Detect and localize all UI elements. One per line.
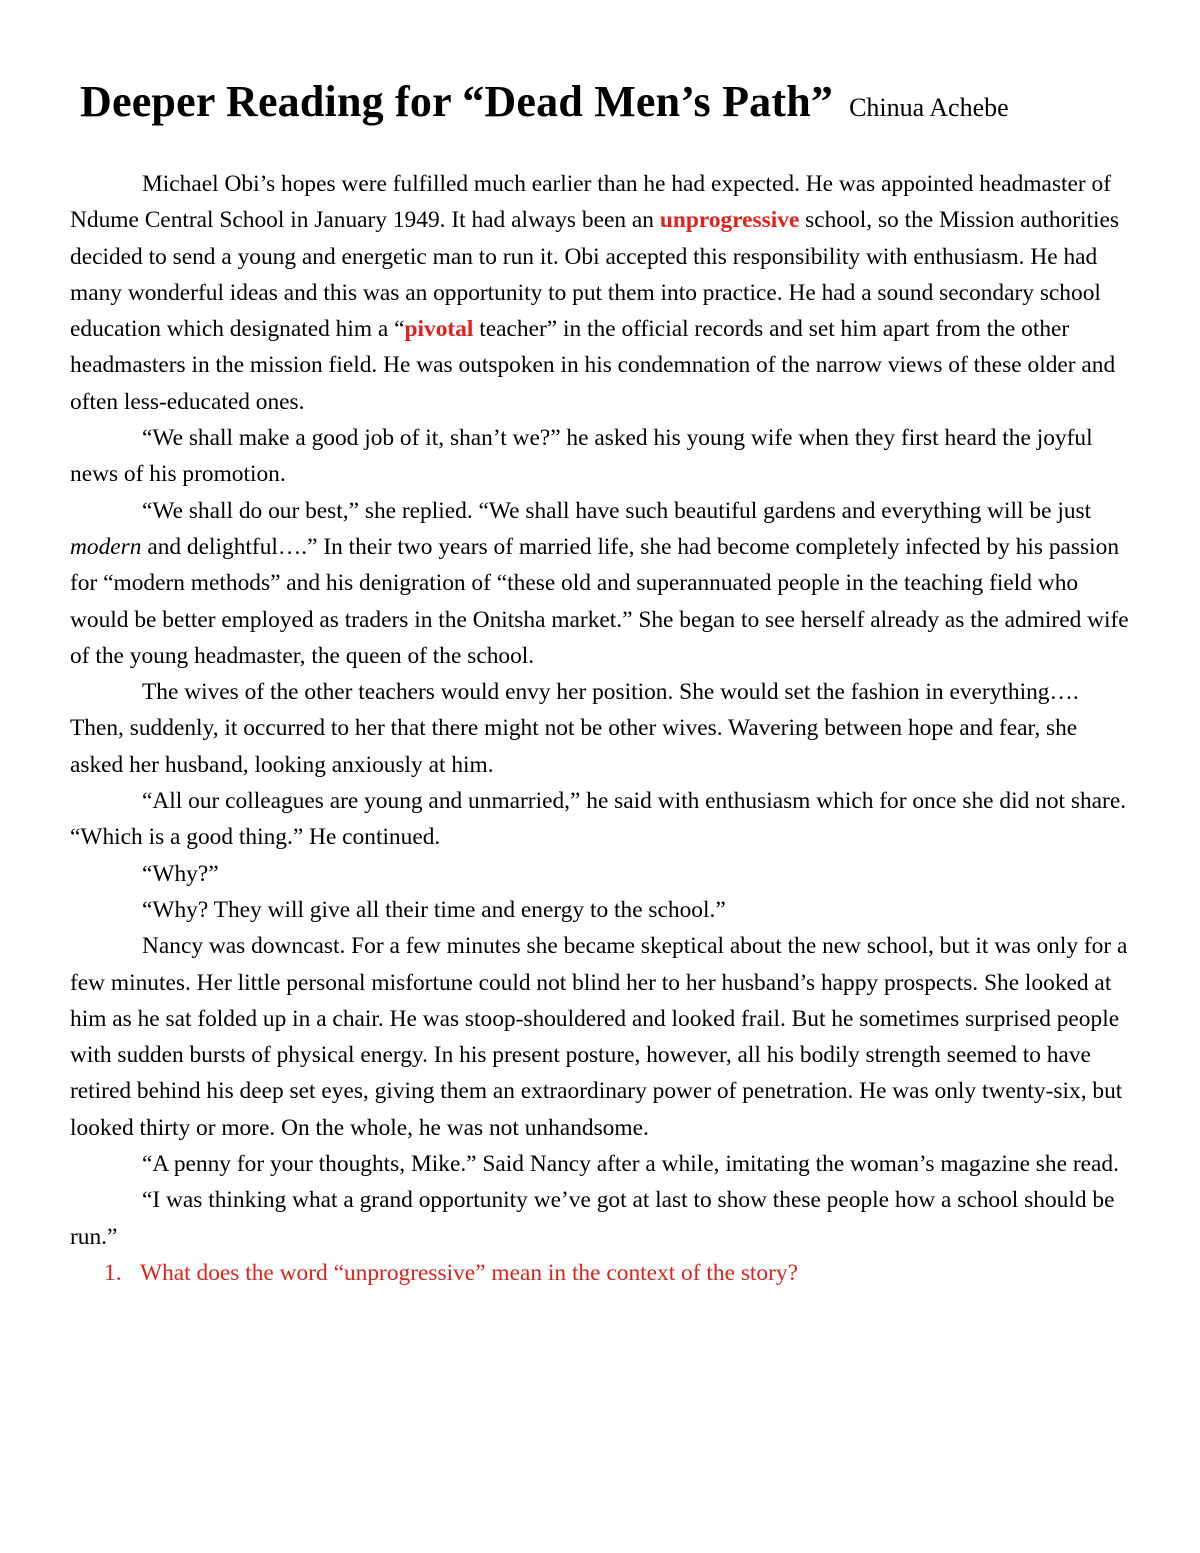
author-name: Chinua Achebe (849, 93, 1009, 122)
question-number: 1. (104, 1259, 122, 1286)
paragraph-text: teacher” in the official records and set him apart from the other headmasters in the mission field. He was outspoken in his condemnation of the narrow views of these older and often less-educated ones. (70, 316, 1116, 415)
story-paragraph-1 (70, 166, 1130, 420)
paragraph-text: and delightful….” In their two years of married life, she had become completely infected by his passion for “modern methods” and his denigration of “these old and superannuated people in the teaching field who would be better employed as traders in the Onitsha market.” She began to see herself already as the admired wife of the young headmaster, the queen of the school. (70, 533, 1129, 669)
italic-word-modern: modern (70, 533, 142, 560)
paragraph-text: Michael Obi’s hopes were fulfilled much earlier than he had expected. He was appointed headmaster of Ndume Central School in January 1949. It had always been an (70, 171, 1112, 234)
story-paragraph-9: “A penny for your thoughts, Mike.” Said Nancy after a while, imitating the woman’s magazine she read. (142, 1151, 1119, 1178)
question-item (70, 1255, 1130, 1291)
story-excerpt (70, 166, 1130, 1291)
story-paragraph-3 (70, 493, 1130, 674)
paragraph-text: school, so the Mission authorities decided to send a young and energetic man to run it. Obi accepted this responsibility with enthusiasm. He had many wonderful ideas and this was an opportunity to put them into practice. He had a sound secondary school education which designated him a “ (70, 207, 1119, 343)
story-paragraph-4: The wives of the other teachers would envy her position. She would set the fashion in everything…. Then, suddenly, it occurred to her that there might not be other wives. Wavering between hope and fear, she asked her husband, looking anxiously at him. (70, 679, 1079, 778)
vocab-word-pivotal: pivotal (404, 316, 474, 343)
story-paragraph-5: “All our colleagues are young and unmarried,” he said with enthusiasm which for once she did not share. “Which is a good thing.” He continued. (70, 788, 1127, 851)
vocab-word-unprogressive: unprogressive (659, 207, 800, 234)
paragraph-text: “We shall do our best,” she replied. “We shall have such beautiful gardens and everything will be just (142, 497, 1092, 524)
question-text: What does the word “unprogressive” mean in the context of the story? (140, 1259, 798, 1286)
story-paragraph-6: “Why?” (142, 860, 219, 887)
document-title: Deeper Reading for “Dead Men’s Path” (80, 77, 834, 126)
story-paragraph-10: “I was thinking what a grand opportunity we’ve got at last to show these people how a school should be run.” (70, 1187, 1115, 1250)
story-paragraph-2: “We shall make a good job of it, shan’t we?” he asked his young wife when they first heard the joyful news of his promotion. (70, 425, 1093, 488)
title-line (80, 76, 1140, 127)
question-list (70, 1255, 1130, 1291)
story-paragraph-8: Nancy was downcast. For a few minutes she became skeptical about the new school, but it was only for a few minutes. Her little personal misfortune could not blind her to her husband’s happy prospects. She looked at him as he sat folded up in a chair. He was stoop-shouldered and looked frail. But he sometimes surprised people with sudden bursts of physical energy. In his present posture, however, all his bodily strength seemed to have retired behind his deep set eyes, giving them an extraordinary power of penetration. He was only twenty-six, but looked thirty or more. On the whole, he was not unhandsome. (70, 933, 1128, 1141)
story-paragraph-7: “Why? They will give all their time and energy to the school.” (142, 896, 726, 923)
